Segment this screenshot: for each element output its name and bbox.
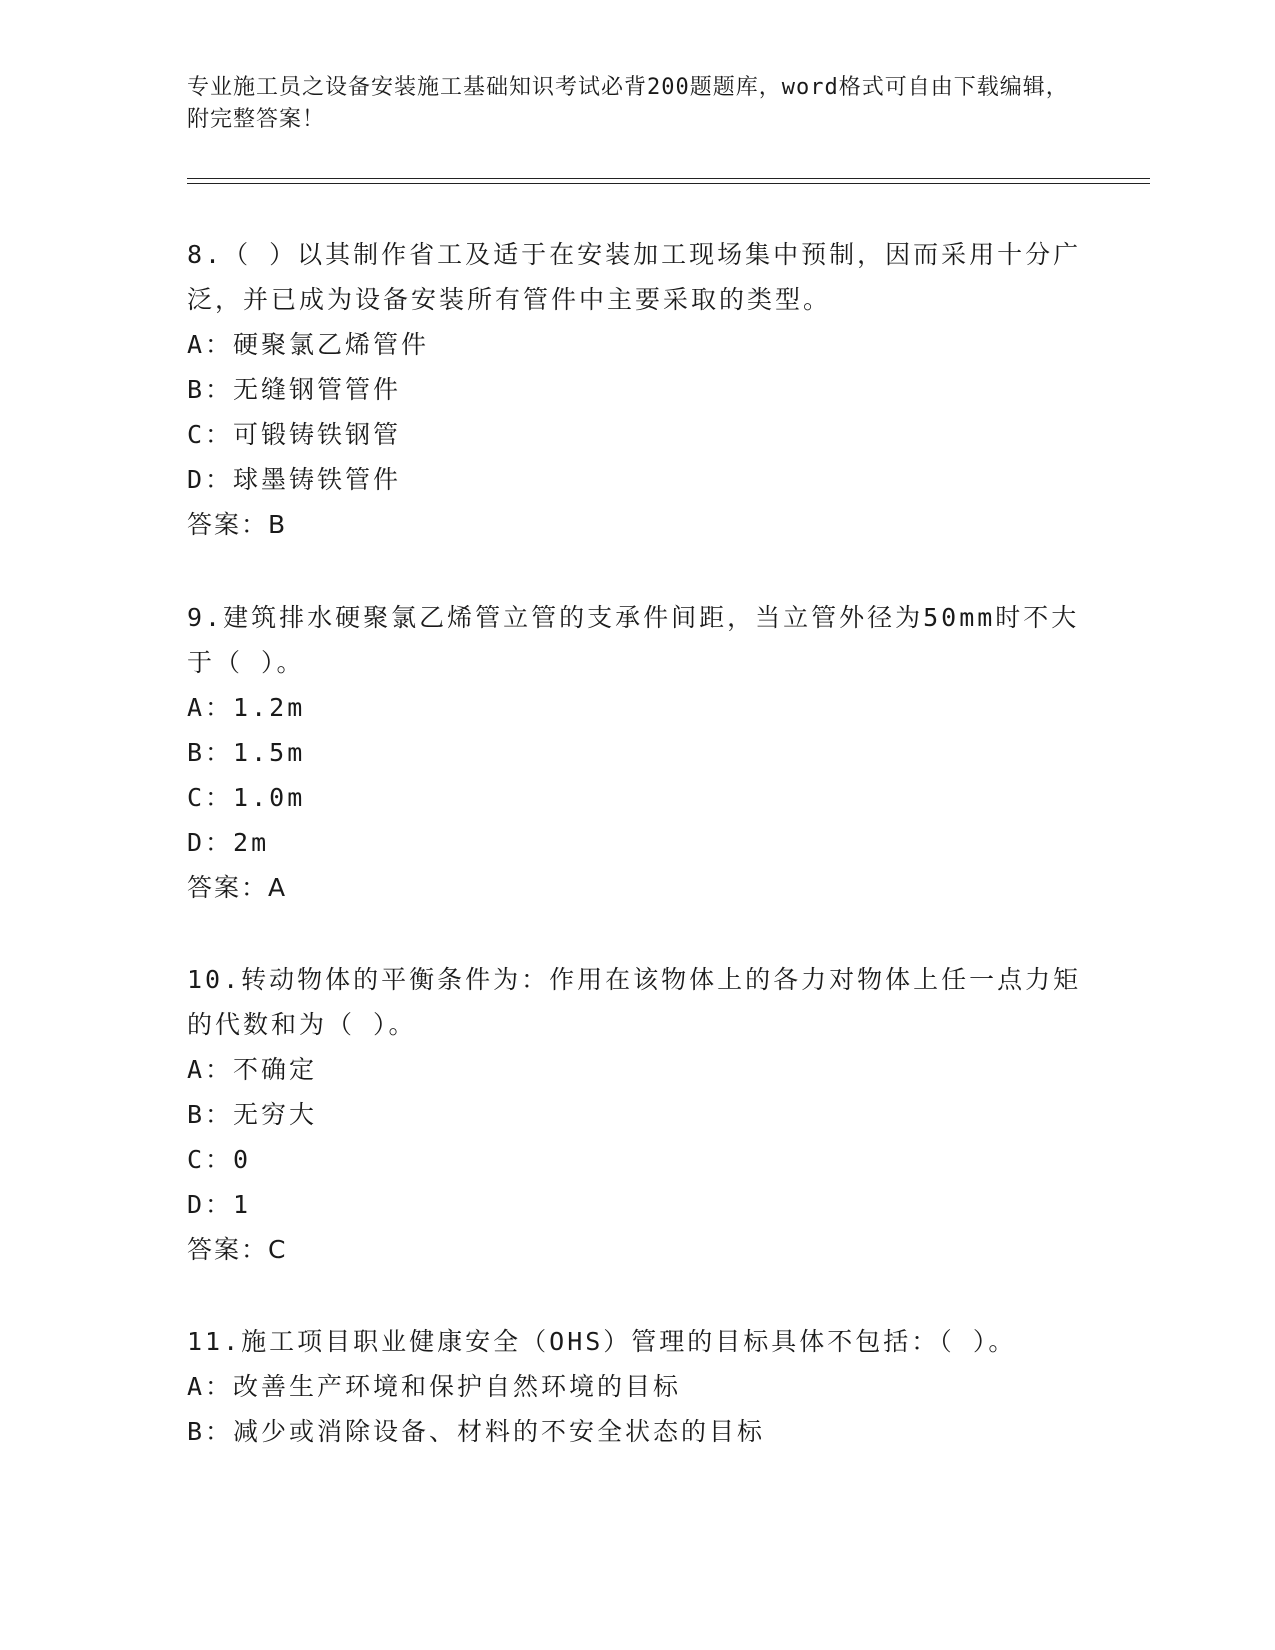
option-d: D：2m (187, 828, 270, 857)
document-header: 专业施工员之设备安装施工基础知识考试必背200题题库，word格式可自由下载编辑，附完整答案！ (187, 75, 1069, 132)
option-a: A：1.2m (187, 693, 306, 722)
question-text: 8.（ ）以其制作省工及适于在安装加工现场集中预制，因而采用十分广泛，并已成为设备安装所有管件中主要采取的类型。 (187, 240, 1082, 314)
answer: 答案：C (187, 1235, 288, 1264)
header-divider-bottom (187, 183, 1150, 184)
question-text: 11.施工项目职业健康安全（OHS）管理的目标具体不包括：（ ）。 (187, 1327, 1017, 1356)
question-text: 10.转动物体的平衡条件为：作用在该物体上的各力对物体上任一点力矩的代数和为（ ）。 (187, 965, 1082, 1039)
answer: 答案：B (187, 510, 288, 539)
option-b: B：减少或消除设备、材料的不安全状态的目标 (187, 1417, 766, 1446)
option-b: B：1.5m (187, 738, 306, 767)
option-a: A：硬聚氯乙烯管件 (187, 330, 430, 359)
header-divider-top (187, 178, 1150, 179)
option-c: C：可锻铸铁钢管 (187, 420, 402, 449)
option-c: C：1.0m (187, 783, 306, 812)
question-8 (187, 232, 1087, 547)
option-d: D：1 (187, 1190, 252, 1219)
answer: 答案：A (187, 873, 288, 902)
option-a: A：不确定 (187, 1055, 318, 1084)
option-c: C：0 (187, 1145, 252, 1174)
question-9 (187, 595, 1087, 910)
question-text: 9.建筑排水硬聚氯乙烯管立管的支承件间距，当立管外径为50mm时不大于（ ）。 (187, 603, 1080, 677)
question-11 (187, 1319, 1087, 1454)
option-a: A：改善生产环境和保护自然环境的目标 (187, 1372, 682, 1401)
option-b: B：无缝钢管管件 (187, 375, 402, 404)
option-d: D：球墨铸铁管件 (187, 465, 402, 494)
question-10 (187, 957, 1087, 1272)
option-b: B：无穷大 (187, 1100, 318, 1129)
